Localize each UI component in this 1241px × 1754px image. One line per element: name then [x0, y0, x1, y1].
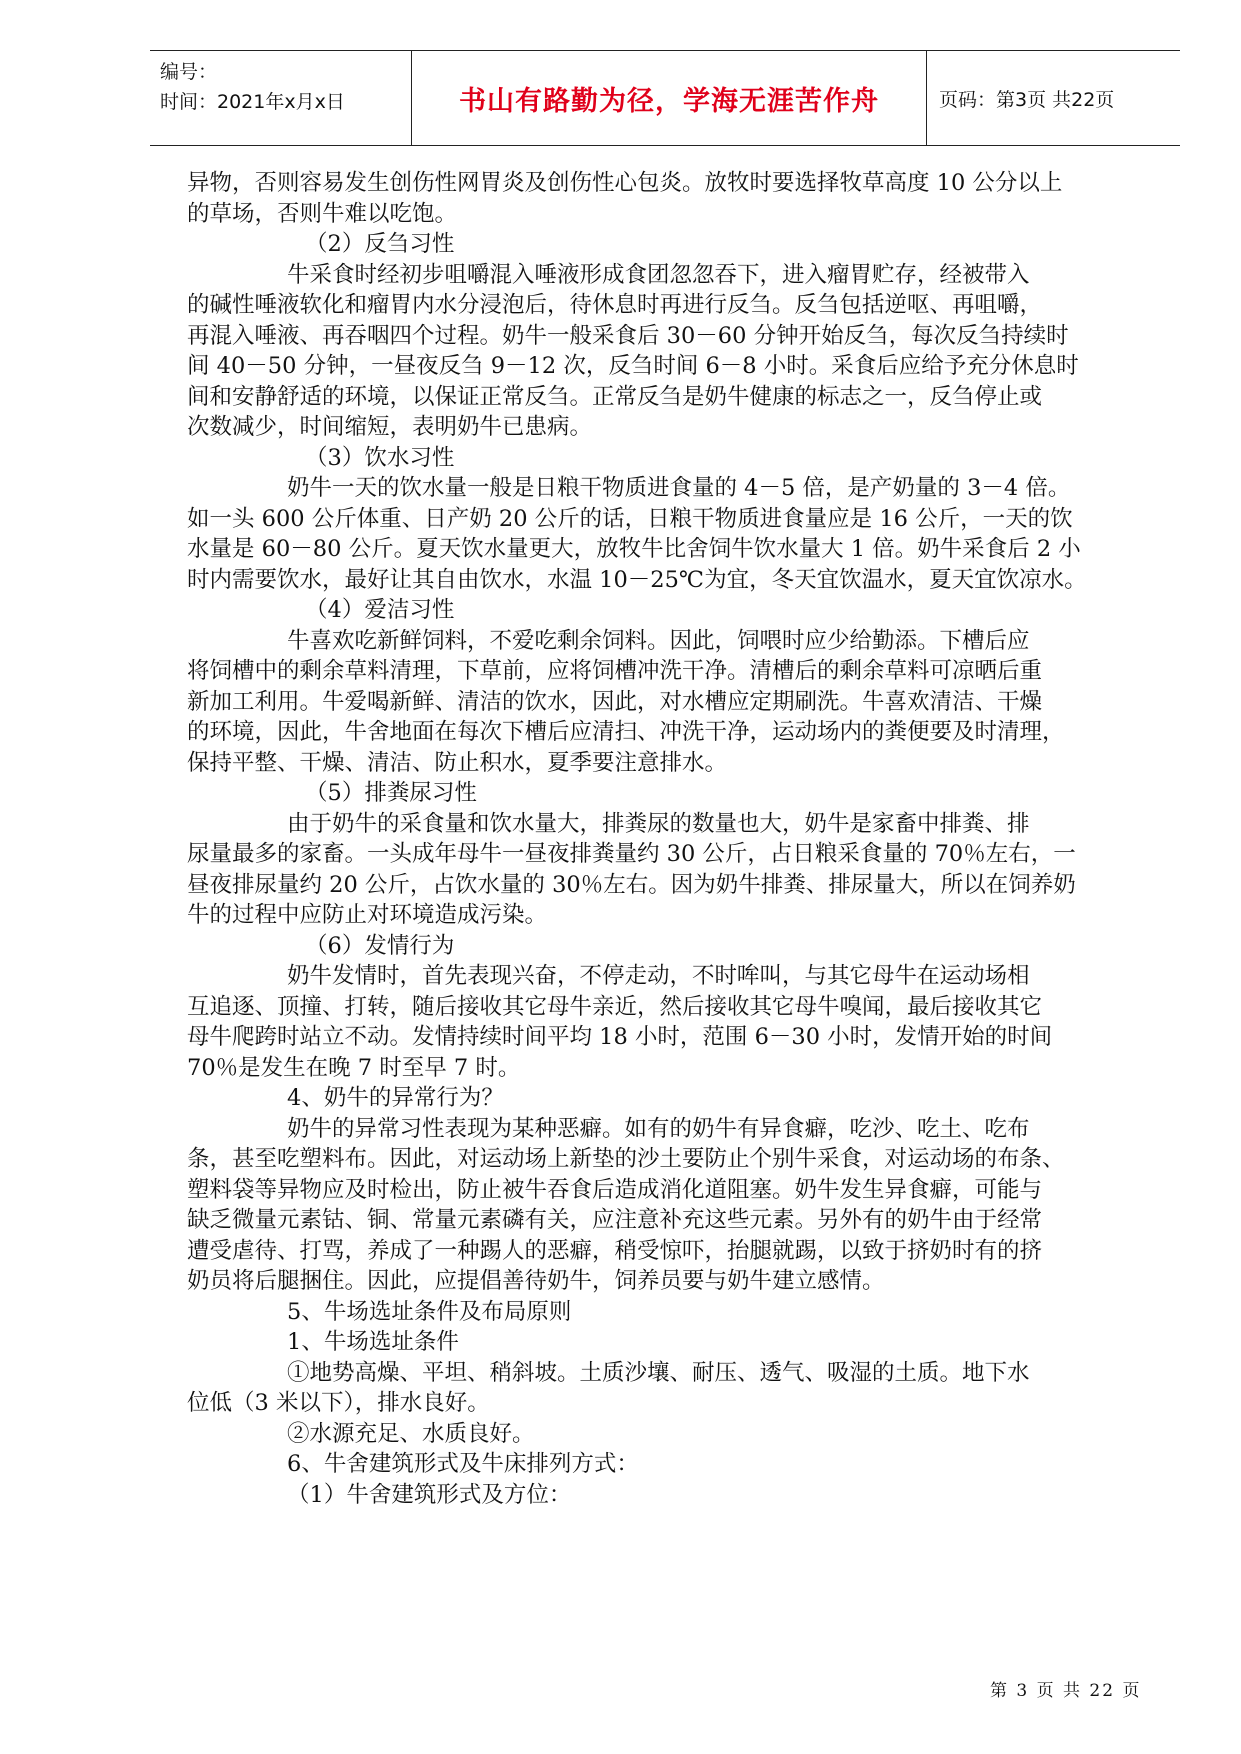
text-line: 保持平整、干燥、清洁、防止积水，夏季要注意排水。: [187, 749, 728, 776]
page-footer: 第 3 页 共 22 页: [990, 1681, 1142, 1701]
text-line: 昼夜排尿量约 20 公斤，占饮水量的 30％左右。因为奶牛排粪、排尿量大，所以在饲养奶: [187, 871, 1076, 898]
text-line: 的碱性唾液软化和瘤胃内水分浸泡后，待休息时再进行反刍。反刍包括逆呕、再咀嚼，: [187, 292, 1043, 318]
text-line: 尿量最多的家畜。一头成年母牛一昼夜排粪量约 30 公斤，占日粮采食量的 70％左右，一: [187, 841, 1076, 867]
number-label: 编号：: [160, 61, 218, 83]
text-line: 遭受虐待、打骂，养成了一种踢人的恶癖，稍受惊吓，抬腿就踢，以致于挤奶时有的挤: [187, 1237, 1043, 1264]
text-line: 由于奶牛的采食量和饮水量大，排粪尿的数量也大，奶牛是家畜中排粪、排: [287, 810, 1030, 837]
text-line: 缺乏微量元素钴、铜、常量元素磷有关，应注意补充这些元素。另外有的奶牛由于经常: [187, 1207, 1043, 1233]
header-page-cell: [927, 51, 1180, 145]
text-line: 水量是 60－80 公斤。夏天饮水量更大，放牧牛比舍饲牛饮水量大 1 倍。奶牛采食后 2 小: [187, 536, 1081, 562]
text-line: 新加工利用。牛爱喝新鲜、清洁的饮水，因此，对水槽应定期刷洗。牛喜欢清洁、干燥: [187, 688, 1043, 715]
text-line: 6、牛舍建筑形式及牛床排列方式：: [287, 1451, 639, 1477]
text-line: 的草场，否则牛难以吃饱。: [187, 200, 458, 227]
text-line: 奶员将后腿捆住。因此，应提倡善待奶牛，饲养员要与奶牛建立感情。: [187, 1268, 885, 1294]
text-line: ②水源充足、水质良好。: [287, 1420, 535, 1447]
text-line: （2）反刍习性: [305, 231, 455, 257]
header-motto-cell: [412, 51, 927, 145]
text-line: 互追逐、顶撞、打转，随后接收其它母牛亲近，然后接收其它母牛嗅闻，最后接收其它: [187, 993, 1043, 1020]
text-line: 位低（3 米以下），排水良好。: [187, 1390, 490, 1416]
text-line: ①地势高燥、平坦、稍斜坡。土质沙壤、耐压、透气、吸湿的土质。地下水: [287, 1359, 1030, 1386]
time-label: 时间：2021年x月x日: [160, 91, 345, 113]
text-line: （1）牛舍建筑形式及方位：: [287, 1481, 572, 1508]
text-line: （4）爱洁习性: [305, 597, 455, 623]
motto-text: 书山有路勤为径，学海无涯苦作舟: [459, 85, 879, 117]
text-line: 牛采食时经初步咀嚼混入唾液形成食团忽忽吞下，进入瘤胃贮存，经被带入: [287, 261, 1030, 288]
text-line: 5、牛场选址条件及布局原则: [287, 1298, 572, 1325]
text-line: 条，甚至吃塑料布。因此，对运动场上新垫的沙土要防止个别牛采食，对运动场的布条、: [187, 1146, 1065, 1172]
text-line: 奶牛一天的饮水量一般是日粮干物质进食量的 4－5 倍，是产奶量的 3－4 倍。: [287, 475, 1071, 501]
text-line: 奶牛的异常习性表现为某种恶癖。如有的奶牛有异食癖，吃沙、吃土、吃布: [287, 1115, 1030, 1142]
text-line: 70％是发生在晚 7 时至早 7 时。: [187, 1054, 521, 1081]
text-line: 1、牛场选址条件: [287, 1329, 459, 1355]
text-line: 奶牛发情时，首先表现兴奋，不停走动，不时哞叫，与其它母牛在运动场相: [287, 963, 1030, 989]
text-line: （6）发情行为: [305, 932, 455, 959]
text-line: 时内需要饮水，最好让其自由饮水，水温 10－25℃为宜，冬天宜饮温水，夏天宜饮凉水。: [187, 566, 1087, 593]
page-info: 页码：第3页 共22页: [939, 88, 1115, 111]
text-line: 4、奶牛的异常行为？: [287, 1085, 504, 1111]
text-line: 牛的过程中应防止对环境造成污染。: [187, 902, 548, 928]
text-line: 母牛爬跨时站立不动。发情持续时间平均 18 小时，范围 6－30 小时，发情开始的时间: [187, 1024, 1053, 1050]
text-line: （5）排粪尿习性: [305, 780, 477, 806]
text-line: 再混入唾液、再吞咽四个过程。奶牛一般采食后 30－60 分钟开始反刍，每次反刍持续时: [187, 322, 1069, 349]
text-line: （3）饮水习性: [305, 444, 455, 471]
text-line: 塑料袋等异物应及时检出，防止被牛吞食后造成消化道阻塞。奶牛发生异食癖，可能与: [187, 1176, 1043, 1203]
text-line: 次数减少，时间缩短，表明奶牛已患病。: [187, 414, 593, 440]
header-meta-cell: [150, 51, 412, 145]
page-header: [150, 50, 1180, 146]
text-line: 间和安静舒适的环境，以保证正常反刍。正常反刍是奶牛健康的标志之一，反刍停止或: [187, 383, 1043, 410]
document-body: [187, 168, 1177, 1510]
text-line: 异物，否则容易发生创伤性网胃炎及创伤性心包炎。放牧时要选择牧草高度 10 公分以上: [187, 170, 1063, 196]
text-line: 间 40－50 分钟，一昼夜反刍 9－12 次，反刍时间 6－8 小时。采食后应给予充分休息时: [187, 353, 1079, 379]
text-line: 的环境，因此，牛舍地面在每次下槽后应清扫、冲洗干净，运动场内的粪便要及时清理，: [187, 719, 1065, 745]
text-line: 如一头 600 公斤体重、日产奶 20 公斤的话，日粮干物质进食量应是 16 公斤，一天的饮: [187, 505, 1073, 532]
text-line: 牛喜欢吃新鲜饲料，不爱吃剩余饲料。因此，饲喂时应少给勤添。下槽后应: [287, 627, 1030, 654]
text-line: 将饲槽中的剩余草料清理，下草前，应将饲槽冲洗干净。清槽后的剩余草料可凉晒后重: [187, 658, 1043, 684]
